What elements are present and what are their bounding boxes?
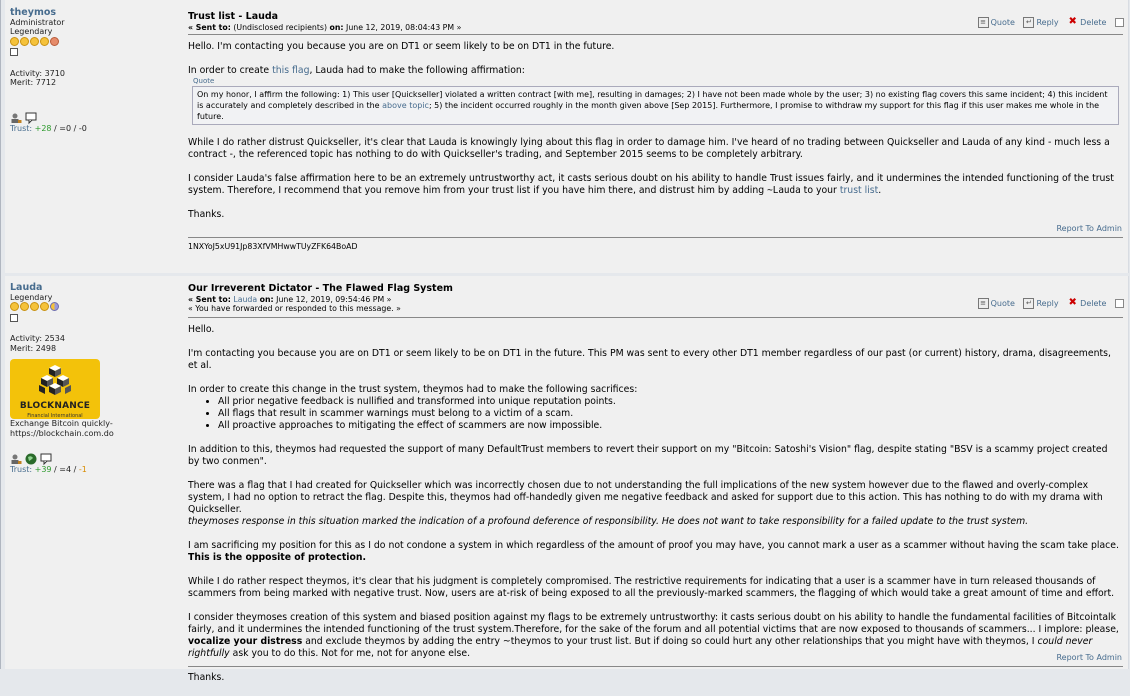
select-message-checkbox[interactable] bbox=[1115, 18, 1124, 27]
body-paragraph: In order to create this change in the trust system, theymos had to make the following sacrifices: bbox=[188, 384, 638, 395]
text: . bbox=[878, 185, 882, 196]
trust-negative: -0 bbox=[78, 123, 87, 133]
blocknance-logo-icon bbox=[35, 363, 75, 401]
poster-name-link[interactable]: theymos bbox=[10, 7, 57, 18]
rank-stars bbox=[10, 302, 60, 311]
message-actions bbox=[972, 298, 1124, 309]
message-body bbox=[188, 41, 1119, 233]
delete-label: Delete bbox=[1080, 18, 1107, 27]
pm-icon[interactable] bbox=[40, 453, 52, 465]
pm-icon[interactable] bbox=[25, 112, 37, 124]
profile-icon[interactable] bbox=[10, 453, 22, 465]
delete-icon: ✖ bbox=[1068, 16, 1077, 27]
trust-positive: +39 bbox=[34, 465, 52, 475]
italic-text: could never rightfully bbox=[188, 636, 1093, 659]
quote-text: On my honor, I affirm the following: 1) This user [Quickseller] violated a written contract [with me], resulting in damages; 2) I have not been made whole by the user; 3) no existing flag covers this same incident; 4) this incident is accurately and completely described in the bbox=[197, 90, 1108, 110]
sent-to-prefix: « Sent to: bbox=[188, 23, 231, 32]
trust-negative: -1 bbox=[78, 465, 87, 475]
quote-label: Quote bbox=[990, 299, 1015, 308]
text: I am sacrificing my position for this as I do not condone a system in which regardless of the amount of proof you may have, you cannot mark a user as a scammer without having the scam take place. bbox=[188, 540, 1119, 551]
list-item: • All prior negative feedback is nullified and transformed into unique reputation points. bbox=[218, 396, 1119, 408]
trust-neutral: / =0 / bbox=[51, 123, 79, 133]
logo-name: BLOCKNANCE bbox=[19, 401, 91, 412]
message-lauda bbox=[5, 276, 1129, 683]
reply-label: Reply bbox=[1036, 18, 1059, 27]
body-paragraph: I'm contacting you because you are on DT1 or seem likely to be on DT1 in the future. This PM was sent to every other DT1 member regardless of our past (or current) history, drama, disagreements, et al. bbox=[188, 348, 1111, 371]
italic-text: theymoses response in this situation marked the indication of a profound deference of responsibility. He does not want to take responsibility for a failed update to the trust system. bbox=[188, 516, 1029, 527]
trust-positive: +28 bbox=[34, 123, 52, 133]
body-paragraph: Hello. I'm contacting you because you are on DT1 or seem likely to be on DT1 in the future. bbox=[188, 41, 615, 52]
quote-icon: ≡ bbox=[978, 298, 989, 309]
reply-icon: ↵ bbox=[1023, 17, 1034, 28]
reply-button[interactable] bbox=[1023, 298, 1058, 309]
online-status-icon bbox=[10, 48, 18, 56]
body-paragraph: Thanks. bbox=[188, 672, 225, 683]
trust-list-link[interactable]: trust list bbox=[839, 185, 879, 196]
message-subject: Trust list - Lauda bbox=[188, 11, 279, 22]
body-paragraph bbox=[188, 173, 1119, 197]
quote-header: Quote bbox=[193, 77, 215, 85]
poster-name-link[interactable]: Lauda bbox=[10, 282, 43, 293]
bold-text: vocalize your distress bbox=[188, 636, 303, 647]
quote-button[interactable] bbox=[978, 298, 1015, 309]
body-paragraph bbox=[188, 65, 1119, 77]
quote-block bbox=[192, 86, 1119, 125]
list-item: • All proactive approaches to mitigating the effect of scammers are now impossible. bbox=[218, 420, 1119, 432]
signature: 1NXYoJ5xU91Jp83XfVMHwwTUyZFK64BoAD bbox=[188, 242, 358, 251]
message-actions bbox=[972, 17, 1124, 28]
delete-button[interactable] bbox=[1067, 298, 1106, 309]
quote-label: Quote bbox=[990, 18, 1015, 27]
forwarded-notice: « You have forwarded or responded to this message. » bbox=[188, 304, 401, 313]
delete-icon: ✖ bbox=[1068, 297, 1077, 308]
text: and exclude theymos by adding the entry ~theymos to your trust list. But if doing so could hurt any other relationships that you might have with theymos, I bbox=[302, 636, 1038, 647]
bold-text: This is the opposite of protection. bbox=[188, 552, 366, 563]
signature-divider bbox=[188, 666, 1123, 667]
body-paragraph bbox=[188, 612, 1119, 660]
poster-activity: Activity: 2534 bbox=[10, 333, 65, 343]
personal-text: Exchange Bitcoin quickly- bbox=[10, 419, 113, 429]
text: There was a flag that I had created for Quickseller which was incorrectly chosen due to not understanding the full implications of the new system however due to the flawed and overly-complex system, I had no option to retract the flag. Despite this, theymos had off-handedly given me negative feedback and asked for support due to this action. This has nothing to do with my drama with Quickseller. bbox=[188, 480, 1103, 515]
message-date: June 12, 2019, 09:54:46 PM » bbox=[276, 295, 392, 304]
body-paragraph bbox=[188, 540, 1119, 564]
report-to-admin-link[interactable]: Report To Admin bbox=[1056, 224, 1122, 233]
message-theymos bbox=[5, 0, 1129, 273]
quote-icon: ≡ bbox=[978, 17, 989, 28]
text: , Lauda had to make the following affirmation: bbox=[309, 65, 525, 76]
list-item: • All flags that result in scammer warnings must belong to a victim of a scam. bbox=[218, 408, 1119, 420]
trust-score[interactable] bbox=[10, 465, 87, 474]
message-body bbox=[188, 324, 1119, 696]
poster-rank: Administrator bbox=[10, 17, 65, 27]
trust-score[interactable] bbox=[10, 124, 87, 133]
recipients: (Undisclosed recipients) bbox=[233, 23, 328, 32]
reply-button[interactable] bbox=[1023, 17, 1058, 28]
poster-title: Legendary bbox=[10, 292, 53, 302]
trust-neutral: / =4 / bbox=[51, 465, 79, 475]
quote-button[interactable] bbox=[978, 17, 1015, 28]
header-divider bbox=[188, 317, 1123, 318]
personal-text: https://blockchain.com.do bbox=[10, 428, 114, 438]
body-paragraph: Thanks. bbox=[188, 209, 225, 220]
website-globe-icon[interactable] bbox=[25, 453, 37, 465]
delete-label: Delete bbox=[1080, 299, 1107, 308]
poster-info bbox=[10, 8, 182, 133]
reply-label: Reply bbox=[1036, 299, 1059, 308]
text: I consider theymoses creation of this system and biased position against my flags to be extremely untrustworthy: it casts serious doubt on his ability to handle the fundamental facilities of Bitcointalk fairly, and it undermines the intended functioning of the trust system.Therefore, for the sake of the forum and all potential victims that are now exposed to thousands of scammers... I implore: please, bbox=[188, 612, 1119, 635]
quote-text: ; 5) the incident occurred roughly in the month given above [Sep 2015]. Furthermore, I promise to withdraw my support for this flag if this user makes me whole in the future. bbox=[197, 101, 1100, 121]
delete-button[interactable] bbox=[1067, 17, 1106, 28]
flag-link[interactable]: this flag bbox=[272, 65, 310, 76]
poster-merit: Merit: 2498 bbox=[10, 343, 57, 353]
message-subject: Our Irreverent Dictator - The Flawed Flag System bbox=[188, 283, 453, 294]
poster-activity: Activity: 3710 bbox=[10, 68, 65, 78]
trust-label: Trust: bbox=[10, 465, 33, 475]
select-message-checkbox[interactable] bbox=[1115, 299, 1124, 308]
body-paragraph: While I do rather distrust Quickseller, it's clear that Lauda is knowingly lying about this flag in order to damage him. I've heard of no trading between Quickseller and Lauda of any kind - much less a contract -, the referenced topic has nothing to do with Quickseller's trading, and September 2015 seems to be completely arbitrary. bbox=[188, 137, 1110, 160]
sacrifice-list bbox=[188, 396, 1119, 432]
code-text: ~Lauda bbox=[767, 185, 801, 196]
text: to your bbox=[800, 185, 840, 196]
profile-icon[interactable] bbox=[10, 112, 22, 124]
header-divider bbox=[188, 34, 1123, 35]
report-to-admin-link[interactable]: Report To Admin bbox=[1056, 653, 1122, 662]
body-paragraph: In addition to this, theymos had requested the support of many DefaultTrust members to revert their support on my "Bitcoin: Satoshi's Vision" flag, despite stating "BSV is a scammy project created by two conmen". bbox=[188, 444, 1108, 467]
logo-subtitle: Financial International bbox=[27, 413, 83, 420]
on-label: on: bbox=[329, 23, 344, 32]
body-paragraph: While I do rather respect theymos, it's clear that his judgment is completely compromised. The restrictive requirements for indicating that a user is a scammer have in turn released thousands of scammers from being marked with negative trust. Now, users are at-risk of being exposed to all the previously-marked scammers, the flagging of which would take a great amount of time and effort. bbox=[188, 576, 1115, 599]
message-date: June 12, 2019, 08:04:43 PM » bbox=[346, 23, 462, 32]
avatar bbox=[10, 359, 100, 419]
text: In order to create bbox=[188, 65, 273, 76]
poster-info bbox=[10, 283, 182, 475]
signature-divider bbox=[188, 237, 1123, 238]
trust-label: Trust: bbox=[10, 123, 33, 133]
online-status-icon bbox=[10, 314, 18, 322]
text: ask you to do this. Not for me, not for anyone else. bbox=[229, 648, 471, 659]
reply-icon: ↵ bbox=[1023, 298, 1034, 309]
rank-stars bbox=[10, 37, 60, 46]
recipient-link[interactable]: Lauda bbox=[233, 295, 258, 304]
sent-to-prefix: « Sent to: bbox=[188, 295, 231, 304]
body-paragraph bbox=[188, 480, 1119, 528]
above-topic-link[interactable]: above topic bbox=[382, 101, 429, 110]
poster-title: Legendary bbox=[10, 27, 53, 37]
text: I consider Lauda's false affirmation here to be an extremely untrustworthy act, it casts serious doubt on his ability to handle Trust issues fairly, and it undermines the intended functioning of the trust system. Therefore, I recommend that you remove him from your trust list if you have him there, and distrust him by adding bbox=[188, 173, 1114, 196]
on-label: on: bbox=[259, 295, 274, 304]
poster-merit: Merit: 7712 bbox=[10, 78, 57, 88]
body-paragraph: Hello. bbox=[188, 324, 215, 335]
